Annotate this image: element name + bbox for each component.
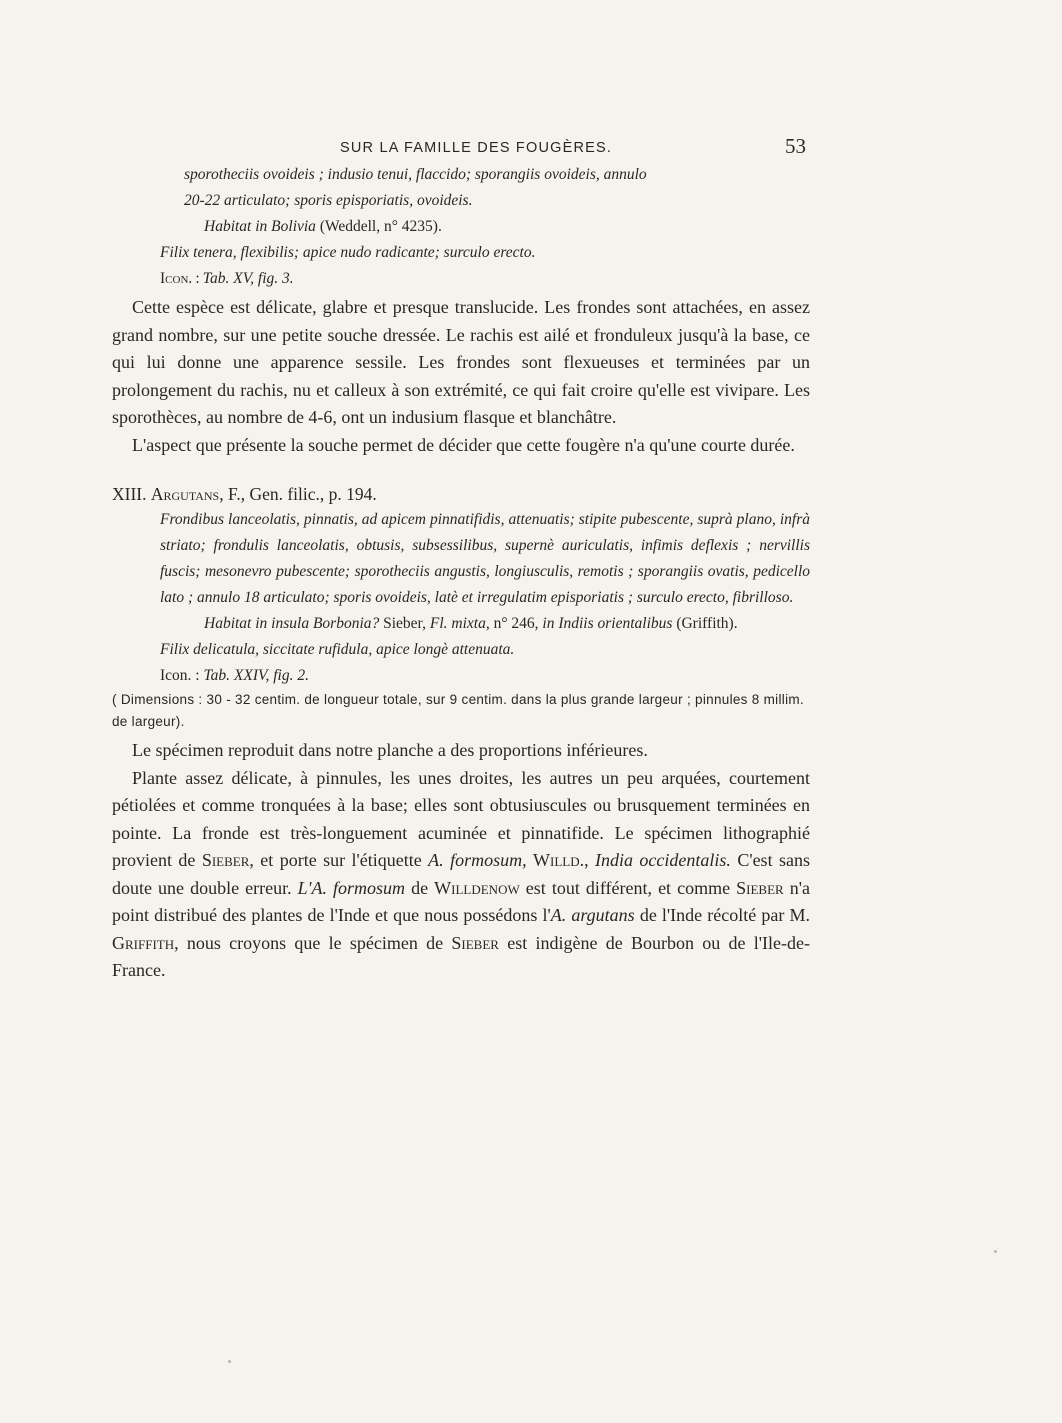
paper-speck [228, 1360, 231, 1363]
section-gap [112, 459, 810, 481]
author-name: Sieber [451, 932, 499, 953]
habitat-source: (Griffith). [672, 615, 738, 632]
dimensions-note: ( Dimensions : 30 - 32 centim. de longueur totale, sur 9 centim. dans la plus grande largeur ; pinnules 8 millim. de largeur). [112, 692, 804, 729]
icon-reference: Tab. XXIV, fig. 2. [203, 667, 309, 684]
text-run: C'est sans doute une double erreur. [112, 850, 810, 898]
author-name: Sieber [736, 877, 784, 898]
running-title: SUR LA FAMILLE DES FOUGÈRES. [340, 140, 613, 156]
icon-label: Icon. : [160, 667, 204, 684]
page-body [112, 132, 810, 985]
icon-line [112, 663, 810, 689]
text-run: , [584, 850, 596, 870]
description-paragraph: L'aspect que présente la souche permet de décider que cette fougère n'a qu'une courte durée. [132, 434, 795, 455]
filix-text: Filix delicatula, siccitate rufidula, apice longè attenuata. [160, 641, 515, 658]
filix-line [112, 240, 810, 266]
filix-text: Filix tenera, flexibilis; apice nudo radicante; surculo erecto. [160, 244, 536, 261]
description-paragraph: Le spécimen reproduit dans notre planche a des proportions inférieures. [132, 740, 648, 760]
latin-line-2: 20-22 articulato; sporis episporiatis, ovoideis. [184, 192, 473, 209]
icon-line: Icon. : Tab. XV, fig. 3. [160, 270, 294, 287]
icon-reference: Tab. XV, fig. 3. [202, 270, 294, 287]
habitat-exsiccata: Fl. mixta, [429, 615, 490, 632]
text-run: n'a point distribué des plantes de l'Inde et que nous possédons l' [112, 877, 811, 925]
latin-line-1: sporotheciis ovoideis ; indusio tenui, flaccido; sporangiis ovoideis, annulo [184, 166, 647, 183]
locality: India occidentalis. [595, 850, 731, 870]
habitat-collector: Sieber, [379, 615, 430, 632]
running-head [112, 132, 810, 162]
habitat-source: (Weddell, n° 4235). [315, 218, 442, 235]
habitat-region: in Indiis orientalibus [542, 615, 673, 632]
description-paragraph [112, 765, 810, 985]
habitat-label: Habitat in Bolivia [204, 218, 316, 235]
species-name: Argutans [150, 484, 220, 504]
habitat-line [112, 214, 810, 240]
text-run: de [405, 877, 435, 898]
text-run: de l'Inde récolté par M. [634, 905, 811, 925]
latin-diagnosis: Frondibus lanceolatis, pinnatis, ad apicem pinnatifidis, attenuatis; stipite pubescente, suprà plano, infrà striato; frondulis lanceolatis, obtusis, subsessilibus, supernè auriculatis, infimis deflexis ; nervillis fuscis; mesonevro pubescente; sporotheciis angustis, longiusculis, remotis ; sporangiis ovatis, pedicello lato ; annulo 18 articulato; sporis ovoideis, latè et irregulatim episporiatis ; surculo erecto, fibrilloso. [160, 511, 810, 606]
author-name: Sieber [201, 850, 250, 870]
text-run: est indigène de Bourbon ou de l'Ile-de-France. [112, 932, 810, 980]
entry-number: XIII. [112, 484, 147, 504]
paper-speck [994, 1250, 997, 1253]
author-name: Griffith [112, 932, 175, 953]
entry-heading [112, 481, 810, 507]
text-run: , et porte sur l'étiquette [249, 850, 429, 870]
species-name: A. formosum, [428, 850, 527, 870]
filix-line [112, 637, 810, 663]
latin-diagnosis-continued [112, 162, 810, 214]
page-number: 53 [785, 134, 806, 158]
text-run: Plante assez délicate, à pinnules, les unes droites, les autres un peu arquées, courtement pétiolées et comme tronquées à la base; elles sont obtusiuscules ou brusquement terminées en pointe. La fronde est très-longuement acuminée et pinnatifide. Le spécimen lithographié provient de [112, 767, 810, 870]
species-citation: , F., Gen. filic., p. 194. [219, 484, 377, 504]
species-name: L'A. formosum [297, 877, 406, 898]
author-name: Willd. [533, 850, 585, 870]
text-run: , nous croyons que le spécimen de [174, 932, 452, 953]
description-paragraph: Cette espèce est délicate, glabre et presque translucide. Les frondes sont attachées, en assez grand nombre, sur une petite souche dressée. Le rachis est ailé et fronduleux jusqu'à la base, ce qui lui donne une apparence sessile. Les frondes sont flexueuses et terminées par un prolongement du rachis, nu et calleux à son extrémité, ce qui fait croire qu'elle est vivipare. Les sporothèces, au nombre de 4-6, ont un indusium flasque et blanchâtre. [112, 297, 810, 427]
icon-label: Icon. [160, 270, 193, 287]
species-name: A. argutans [550, 905, 635, 925]
habitat-line [112, 611, 810, 637]
text-run: est tout différent, et comme [519, 877, 737, 898]
habitat-number: n° 246, [489, 615, 543, 632]
author-name: Willdenow [434, 877, 520, 898]
habitat-label: Habitat in insula Borbonia? [204, 615, 380, 632]
